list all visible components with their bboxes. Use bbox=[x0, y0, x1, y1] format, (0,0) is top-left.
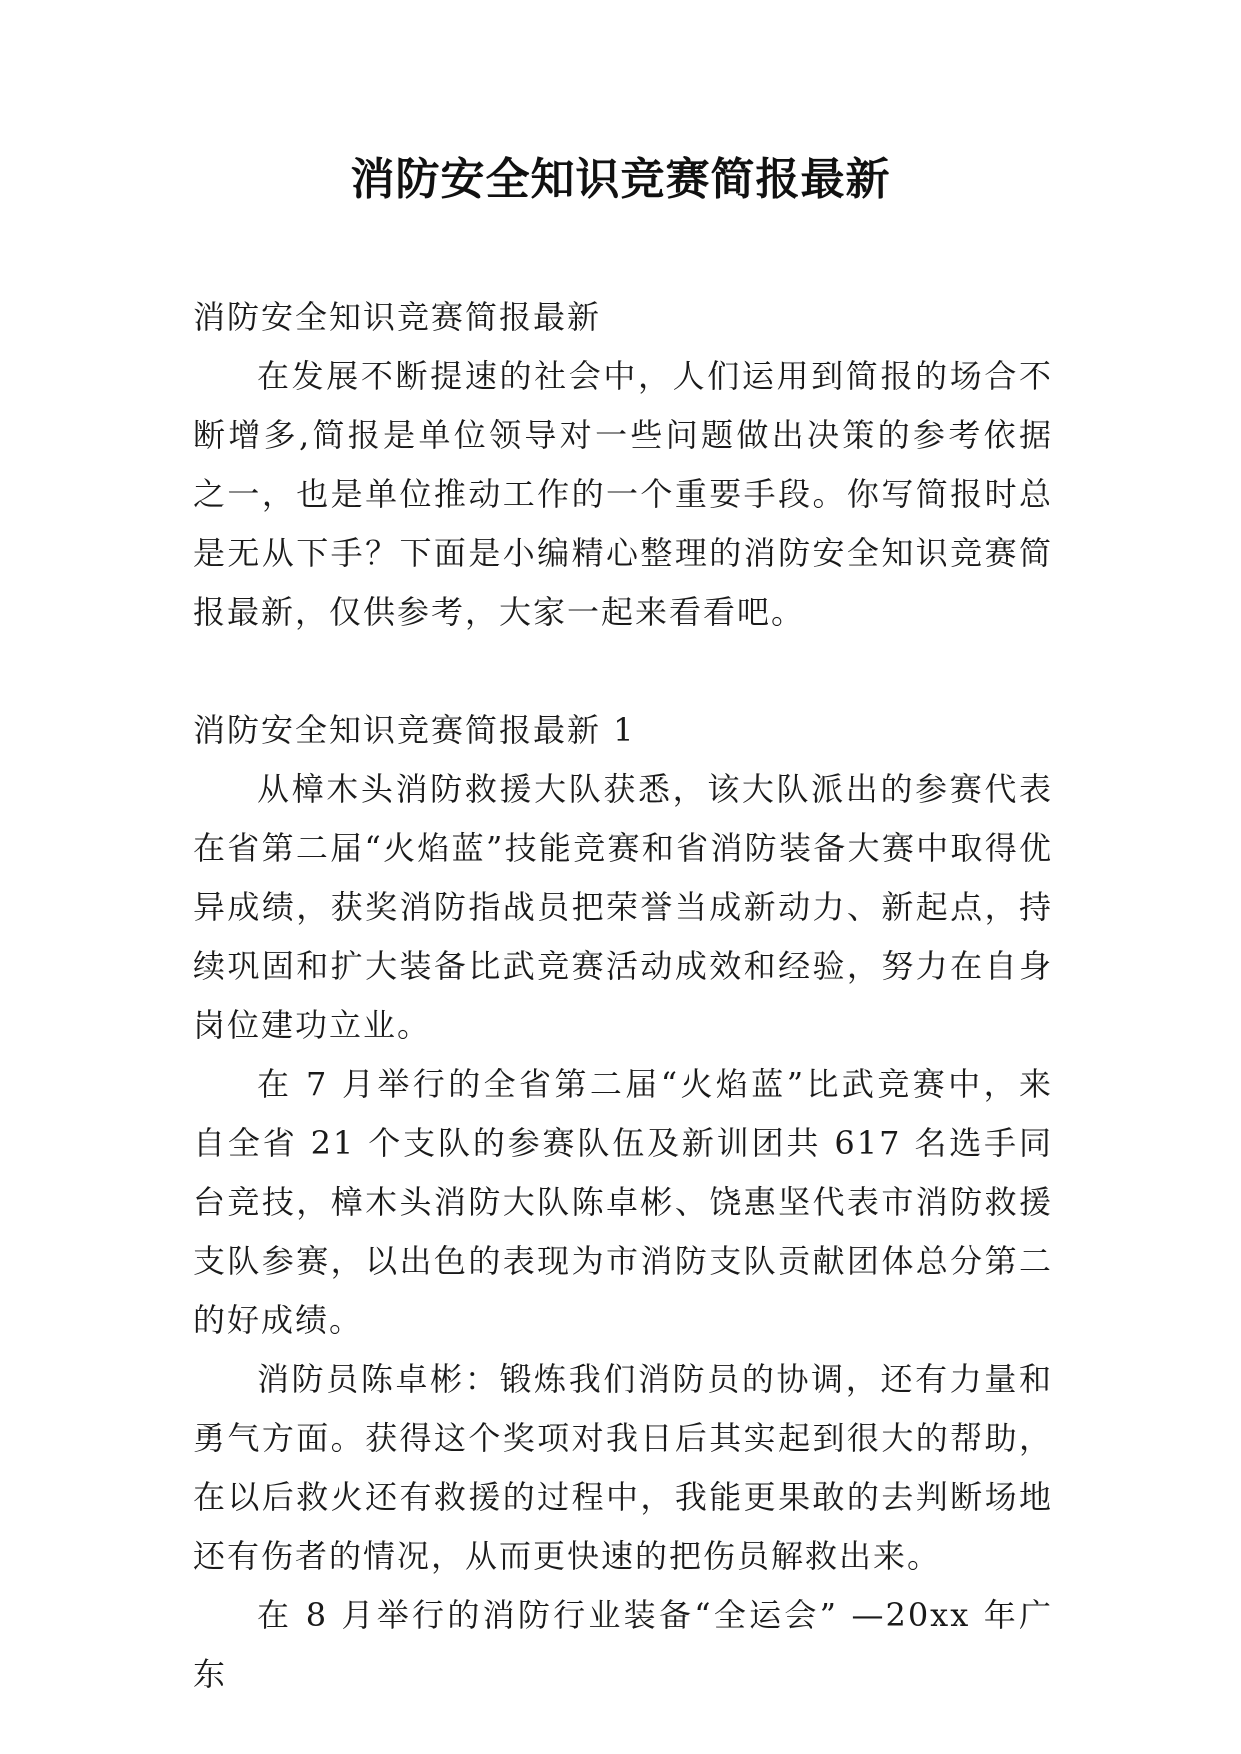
intro-heading: 消防安全知识竞赛简报最新 bbox=[193, 298, 602, 336]
body-paragraph: 在 8 月举行的消防行业装备“全运会” —20xx 年广东 bbox=[193, 1596, 1053, 1693]
body-paragraph: 消防员陈卓彬：锻炼我们消防员的协调，还有力量和勇气方面。获得这个奖项对我日后其实起到很大的帮助，在以后救火还有救援的过程中，我能更果敢的去判断场地还有伤者的情况，从而更快速的把伤员解救出来。 bbox=[193, 1360, 1053, 1575]
intro-paragraph: 在发展不断提速的社会中，人们运用到简报的场合不断增多,简报是单位领导对一些问题做出决策的参考依据之一，也是单位推动工作的一个重要手段。你写简报时总是无从下手？下面是小编精心整理的消防安全知识竞赛简报最新，仅供参考，大家一起来看看吧。 bbox=[193, 357, 1053, 631]
body-paragraph: 从樟木头消防救援大队获悉，该大队派出的参赛代表在省第二届“火焰蓝”技能竞赛和省消防装备大赛中取得优异成绩，获奖消防指战员把荣誉当成新动力、新起点，持续巩固和扩大装备比武竞赛活动成效和经验，努力在自身岗位建功立业。 bbox=[193, 770, 1053, 1044]
document-body bbox=[193, 288, 1053, 1704]
body-paragraph: 在 7 月举行的全省第二届“火焰蓝”比武竞赛中，来自全省 21 个支队的参赛队伍及新训团共 617 名选手同台竞技，樟木头消防大队陈卓彬、饶惠坚代表市消防救援支队参赛，以出色的表现为市消防支队贡献团体总分第二的好成绩。 bbox=[193, 1065, 1053, 1339]
document-title: 消防安全知识竞赛简报最新 bbox=[350, 154, 891, 205]
section-heading: 消防安全知识竞赛简报最新 1 bbox=[193, 711, 636, 749]
